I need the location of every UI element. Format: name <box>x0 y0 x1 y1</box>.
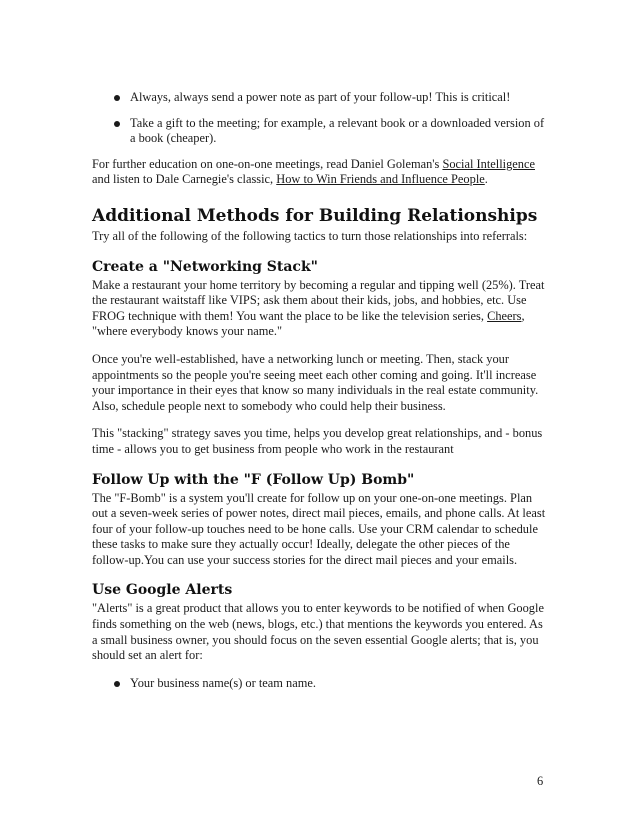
alerts-paragraph: "Alerts" is a great product that allows you to enter keywords to be notified of when Google finds something on the web (news, blogs, etc.) that mentions the keywords you entered. As a small business owner, you should focus on the seven essential Google alerts; that is, you should set an alert for: <box>92 601 544 663</box>
bullet-icon <box>114 681 120 687</box>
social-intelligence-link[interactable]: Social Intelligence <box>442 156 535 171</box>
bullet-icon <box>114 95 120 101</box>
page-number: 6 <box>537 774 544 788</box>
section-intro: Try all of the following of the following tactics to turn those relationships into referrals: <box>92 228 528 243</box>
list-item-text: Your business name(s) or team name. <box>130 675 316 690</box>
alerts-bullet-list <box>92 676 548 692</box>
list-item-text: Always, always send a power note as part of your follow-up! This is critical! <box>130 90 511 104</box>
fbomb-paragraph: The "F-Bomb" is a system you'll create for follow up on your one-on-one meetings. Plan out a seven-week series of power notes, direct mail pieces, emails, and phone calls. At least four of your follow-up touches need to be hone calls. Use your CRM calendar to schedule these tasks to make sure they actually occur! Ideally, delegate the other pieces of the follow-up.You can use your success stories for the direct mail pieces and your emails. <box>92 490 546 567</box>
stack-paragraph-3: This "stacking" strategy saves you time, helps you develop great relationships, and - bonus time - allows you to get business from people who work in the restaurant <box>92 426 543 456</box>
stack-paragraph-2: Once you're well-established, have a networking lunch or meeting. Then, stack your appointments so the people you're seeing meet each other coming and going. It'll increase your importance in their eyes that know so many individuals in the real estate community. Also, schedule people next to somebody who could help their business. <box>92 351 539 413</box>
top-bullet-list <box>92 90 548 147</box>
further-education-paragraph: For further education on one-on-one meetings, read Daniel Goleman's Social Intelligence and listen to Dale Carnegie's classic, How to Win Friends and Influence People. <box>92 156 535 187</box>
heading-networking-stack: Create a "Networking Stack" <box>92 258 318 275</box>
how-to-win-friends-link[interactable]: How to Win Friends and Influence People <box>276 172 485 187</box>
cheers-link[interactable]: Cheers <box>487 308 522 323</box>
list-item <box>92 90 548 106</box>
page-content <box>92 90 548 701</box>
bullet-icon <box>114 121 120 127</box>
stack-paragraph-1: Make a restaurant your home territory by becoming a regular and tipping well (25%). Treat the restaurant waitstaff like VIPS; ask them about their kids, jobs, and hobbies, etc. Use FROG technique with them! You want the place to be like the television series, Cheers, "where everybody knows your name." <box>92 277 545 339</box>
section-heading-additional-methods: Additional Methods for Building Relationships <box>92 205 538 226</box>
heading-f-bomb: Follow Up with the "F (Follow Up) Bomb" <box>92 471 415 488</box>
list-item <box>92 676 548 692</box>
list-item-text: Take a gift to the meeting; for example, a relevant book or a downloaded version of a book (cheaper). <box>130 115 545 146</box>
list-item <box>92 116 548 147</box>
heading-google-alerts: Use Google Alerts <box>92 582 233 599</box>
